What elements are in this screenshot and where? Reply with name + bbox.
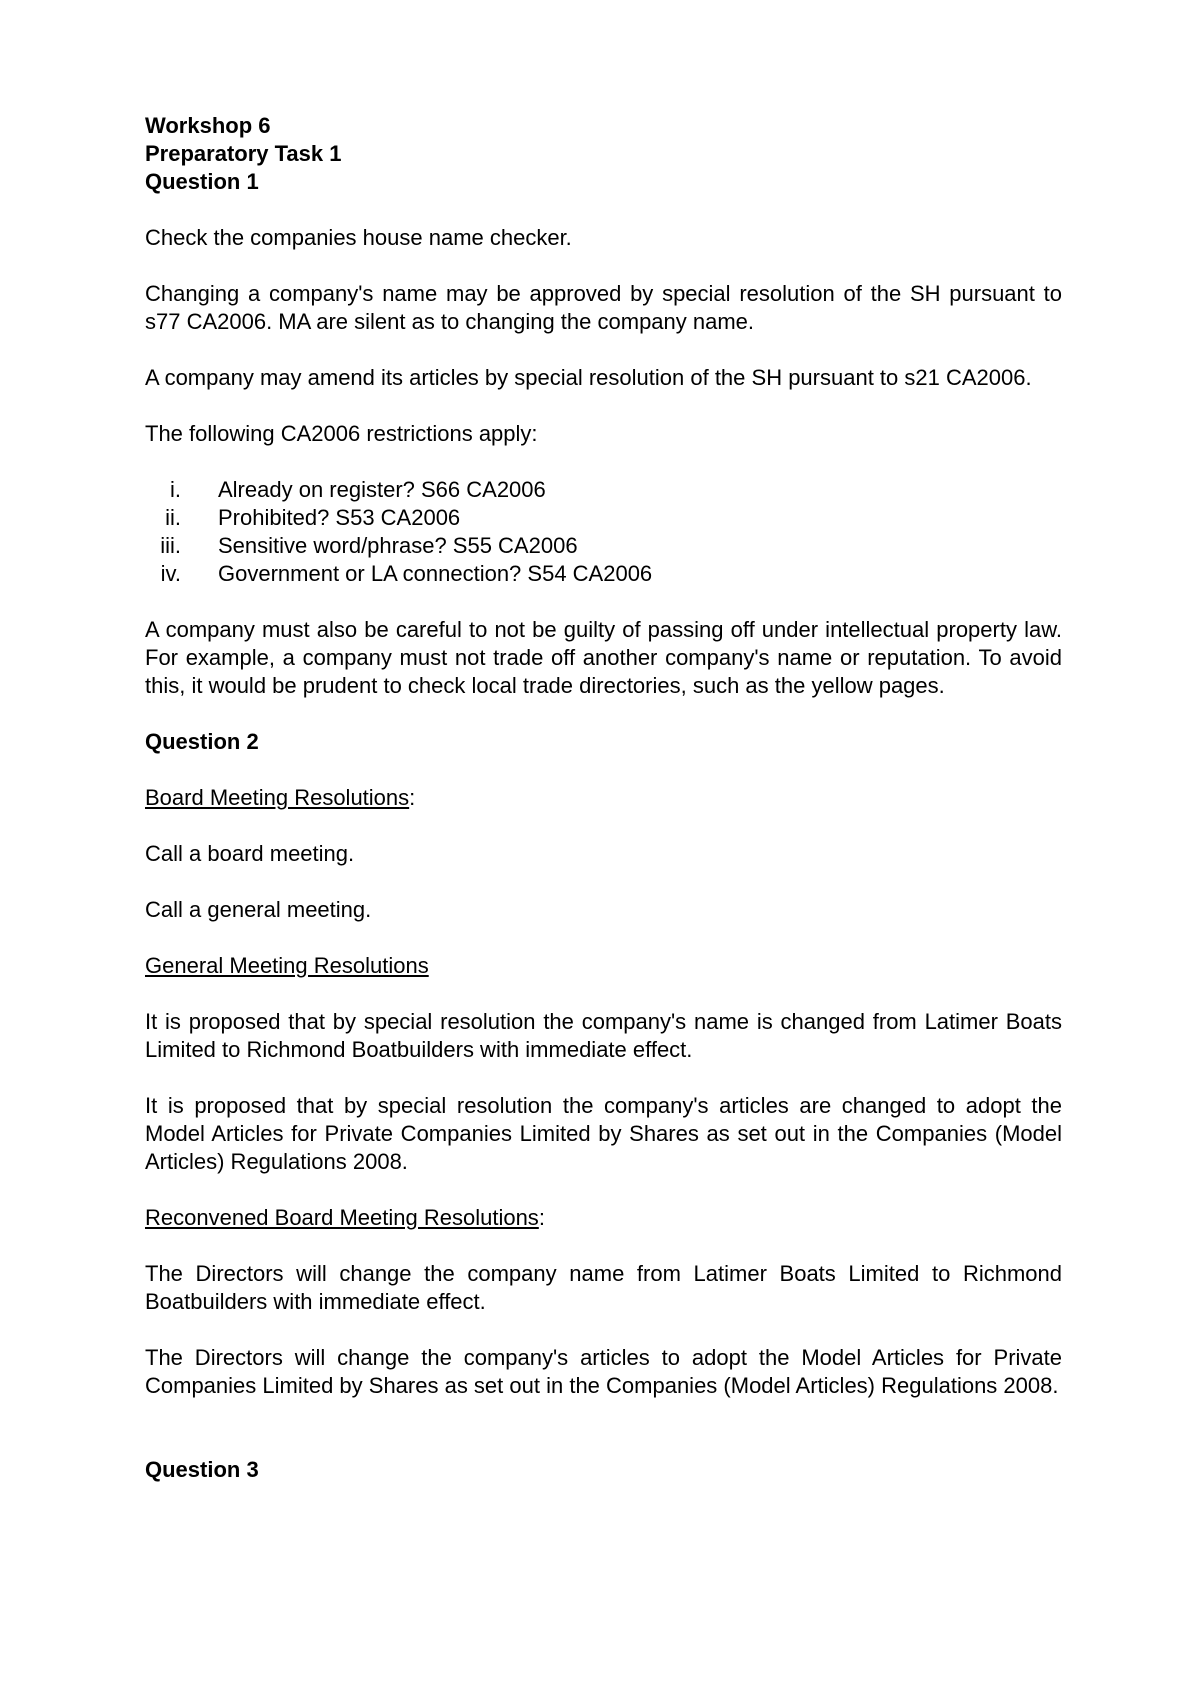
general-meeting-heading <box>145 952 1062 980</box>
list-item <box>145 560 1062 588</box>
general-resolution-2: It is proposed that by special resolution the company's articles are changed to adopt the Model Articles for Private Companies Limited by Shares as set out in the Companies (Model Articles) Regulations 2008. <box>145 1093 1062 1174</box>
list-item-number: iii. <box>160 533 181 558</box>
board-meeting-heading-text: Board Meeting Resolutions <box>145 785 410 810</box>
q1-paragraph-5: A company must also be careful to not be guilty of passing off under intellectual property law. For example, a company must not trade off another company's name or reputation. To avoid this, it would be prudent to check local trade directories, such as the yellow pages. <box>145 617 1062 698</box>
reconvened-resolution-2: The Directors will change the company's articles to adopt the Model Articles for Private Companies Limited by Shares as set out in the Companies (Model Articles) Regulations 2008. <box>145 1345 1062 1398</box>
q1-paragraph-3: A company may amend its articles by special resolution of the SH pursuant to s21 CA2006. <box>145 365 1032 390</box>
list-item <box>145 504 1062 532</box>
reconvened-meeting-heading-colon: : <box>538 1205 545 1230</box>
q1-paragraph-2: Changing a company's name may be approved by special resolution of the SH pursuant to s77 CA2006. MA are silent as to changing the company name. <box>145 281 1062 334</box>
document-header <box>145 112 1062 168</box>
document-subtitle: Preparatory Task 1 <box>145 141 342 166</box>
board-resolution-1: Call a board meeting. <box>145 841 355 866</box>
list-item-text: Prohibited? S53 CA2006 <box>218 505 461 530</box>
question-2-heading: Question 2 <box>145 729 259 754</box>
general-resolution-1: It is proposed that by special resolution the company's name is changed from Latimer Boats Limited to Richmond Boatbuilders with immediate effect. <box>145 1009 1062 1062</box>
list-item <box>145 532 1062 560</box>
document-title: Workshop 6 <box>145 113 271 138</box>
list-item-text: Sensitive word/phrase? S55 CA2006 <box>218 533 578 558</box>
list-item-text: Government or LA connection? S54 CA2006 <box>218 561 653 586</box>
reconvened-meeting-heading <box>145 1204 1062 1232</box>
reconvened-resolution-1: The Directors will change the company name from Latimer Boats Limited to Richmond Boatbuilders with immediate effect. <box>145 1261 1062 1314</box>
reconvened-meeting-heading-text: Reconvened Board Meeting Resolutions <box>145 1205 539 1230</box>
restrictions-list <box>145 476 1062 588</box>
document-page <box>145 112 1062 1484</box>
question-3-heading: Question 3 <box>145 1457 259 1482</box>
question-1-heading: Question 1 <box>145 169 259 194</box>
list-item-number: ii. <box>165 505 181 530</box>
board-resolution-2: Call a general meeting. <box>145 897 372 922</box>
list-item-number: iv. <box>160 561 181 586</box>
general-meeting-heading-text: General Meeting Resolutions <box>145 953 429 978</box>
list-item <box>145 476 1062 504</box>
list-item-text: Already on register? S66 CA2006 <box>218 477 546 502</box>
board-meeting-heading-colon: : <box>409 785 416 810</box>
list-item-number: i. <box>170 477 181 502</box>
board-meeting-heading <box>145 784 1062 812</box>
q1-paragraph-4: The following CA2006 restrictions apply: <box>145 421 538 446</box>
q1-paragraph-1: Check the companies house name checker. <box>145 225 572 250</box>
